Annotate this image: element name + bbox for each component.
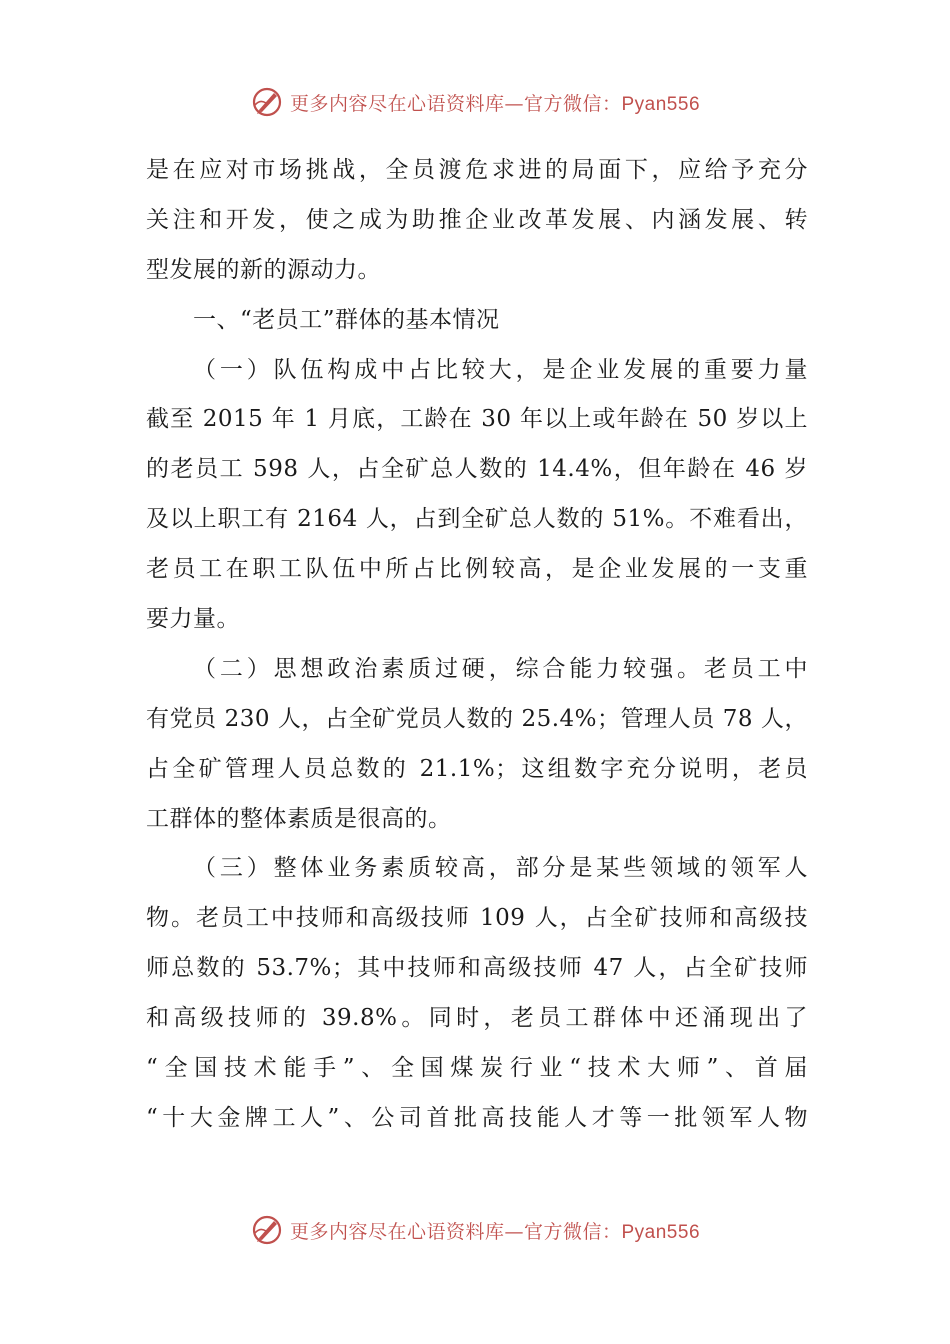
- pen-circle-logo-icon: [250, 85, 284, 119]
- text-line: “全国技术能手”、全国煤炭行业“技术大师”、首届: [146, 1055, 808, 1082]
- text-line: 有党员 230 人，占全矿党员人数的 25.4%；管理人员 78 人，: [146, 705, 808, 732]
- text-line: 和高级技师的 39.8%。同时，老员工群体中还涌现出了: [146, 1005, 808, 1032]
- footer-banner: [0, 1210, 950, 1250]
- footer-banner-text: 更多内容尽在心语资料库—官方微信：Pyan556: [289, 1220, 701, 1243]
- text-line: 是在应对市场挑战，全员渡危求进的局面下，应给予充分: [146, 157, 808, 183]
- text-line: 师总数的 53.7%；其中技师和高级技师 47 人，占全矿技师: [146, 955, 808, 982]
- text-line: 的老员工 598 人，占全矿总人数的 14.4%，但年龄在 46 岁: [146, 456, 808, 483]
- text-line: 型发展的新的源动力。: [146, 256, 381, 283]
- text-line: 占全矿管理人员总数的 21.1%；这组数字充分说明，老员: [146, 755, 808, 782]
- text-line: 要力量。: [146, 606, 240, 633]
- text-line: 工群体的整体素质是很高的。: [146, 805, 452, 832]
- subsection-heading: （一）队伍构成中占比较大，是企业发展的重要力量: [193, 356, 808, 383]
- text-line: 物。老员工中技师和高级技师 109 人，占全矿技师和高级技: [146, 905, 808, 932]
- subsection-heading: （三）整体业务素质较高，部分是某些领域的领军人: [193, 855, 808, 882]
- text-line: 及以上职工有 2164 人，占到全矿总人数的 51%。不难看出，: [146, 506, 808, 533]
- document-body: [146, 146, 808, 1144]
- subsection-heading: （二）思想政治素质过硬，综合能力较强。老员工中: [193, 655, 808, 682]
- header-banner: [0, 82, 950, 122]
- text-line: 老员工在职工队伍中所占比例较高，是企业发展的一支重: [146, 556, 808, 583]
- section-heading: 一、“老员工”群体的基本情况: [193, 306, 500, 333]
- text-line: 截至 2015 年 1 月底，工龄在 30 年以上或年龄在 50 岁以上: [146, 406, 808, 433]
- text-line: 关注和开发，使之成为助推企业改革发展、内涵发展、转: [146, 206, 808, 233]
- pen-circle-logo-icon: [250, 1213, 284, 1247]
- header-wechat-id: Pyan556: [621, 93, 701, 115]
- text-line: “十大金牌工人”、公司首批高技能人才等一批领军人物: [146, 1104, 808, 1131]
- header-banner-text: 更多内容尽在心语资料库—官方微信：Pyan556: [289, 92, 701, 115]
- footer-wechat-id: Pyan556: [621, 1221, 701, 1243]
